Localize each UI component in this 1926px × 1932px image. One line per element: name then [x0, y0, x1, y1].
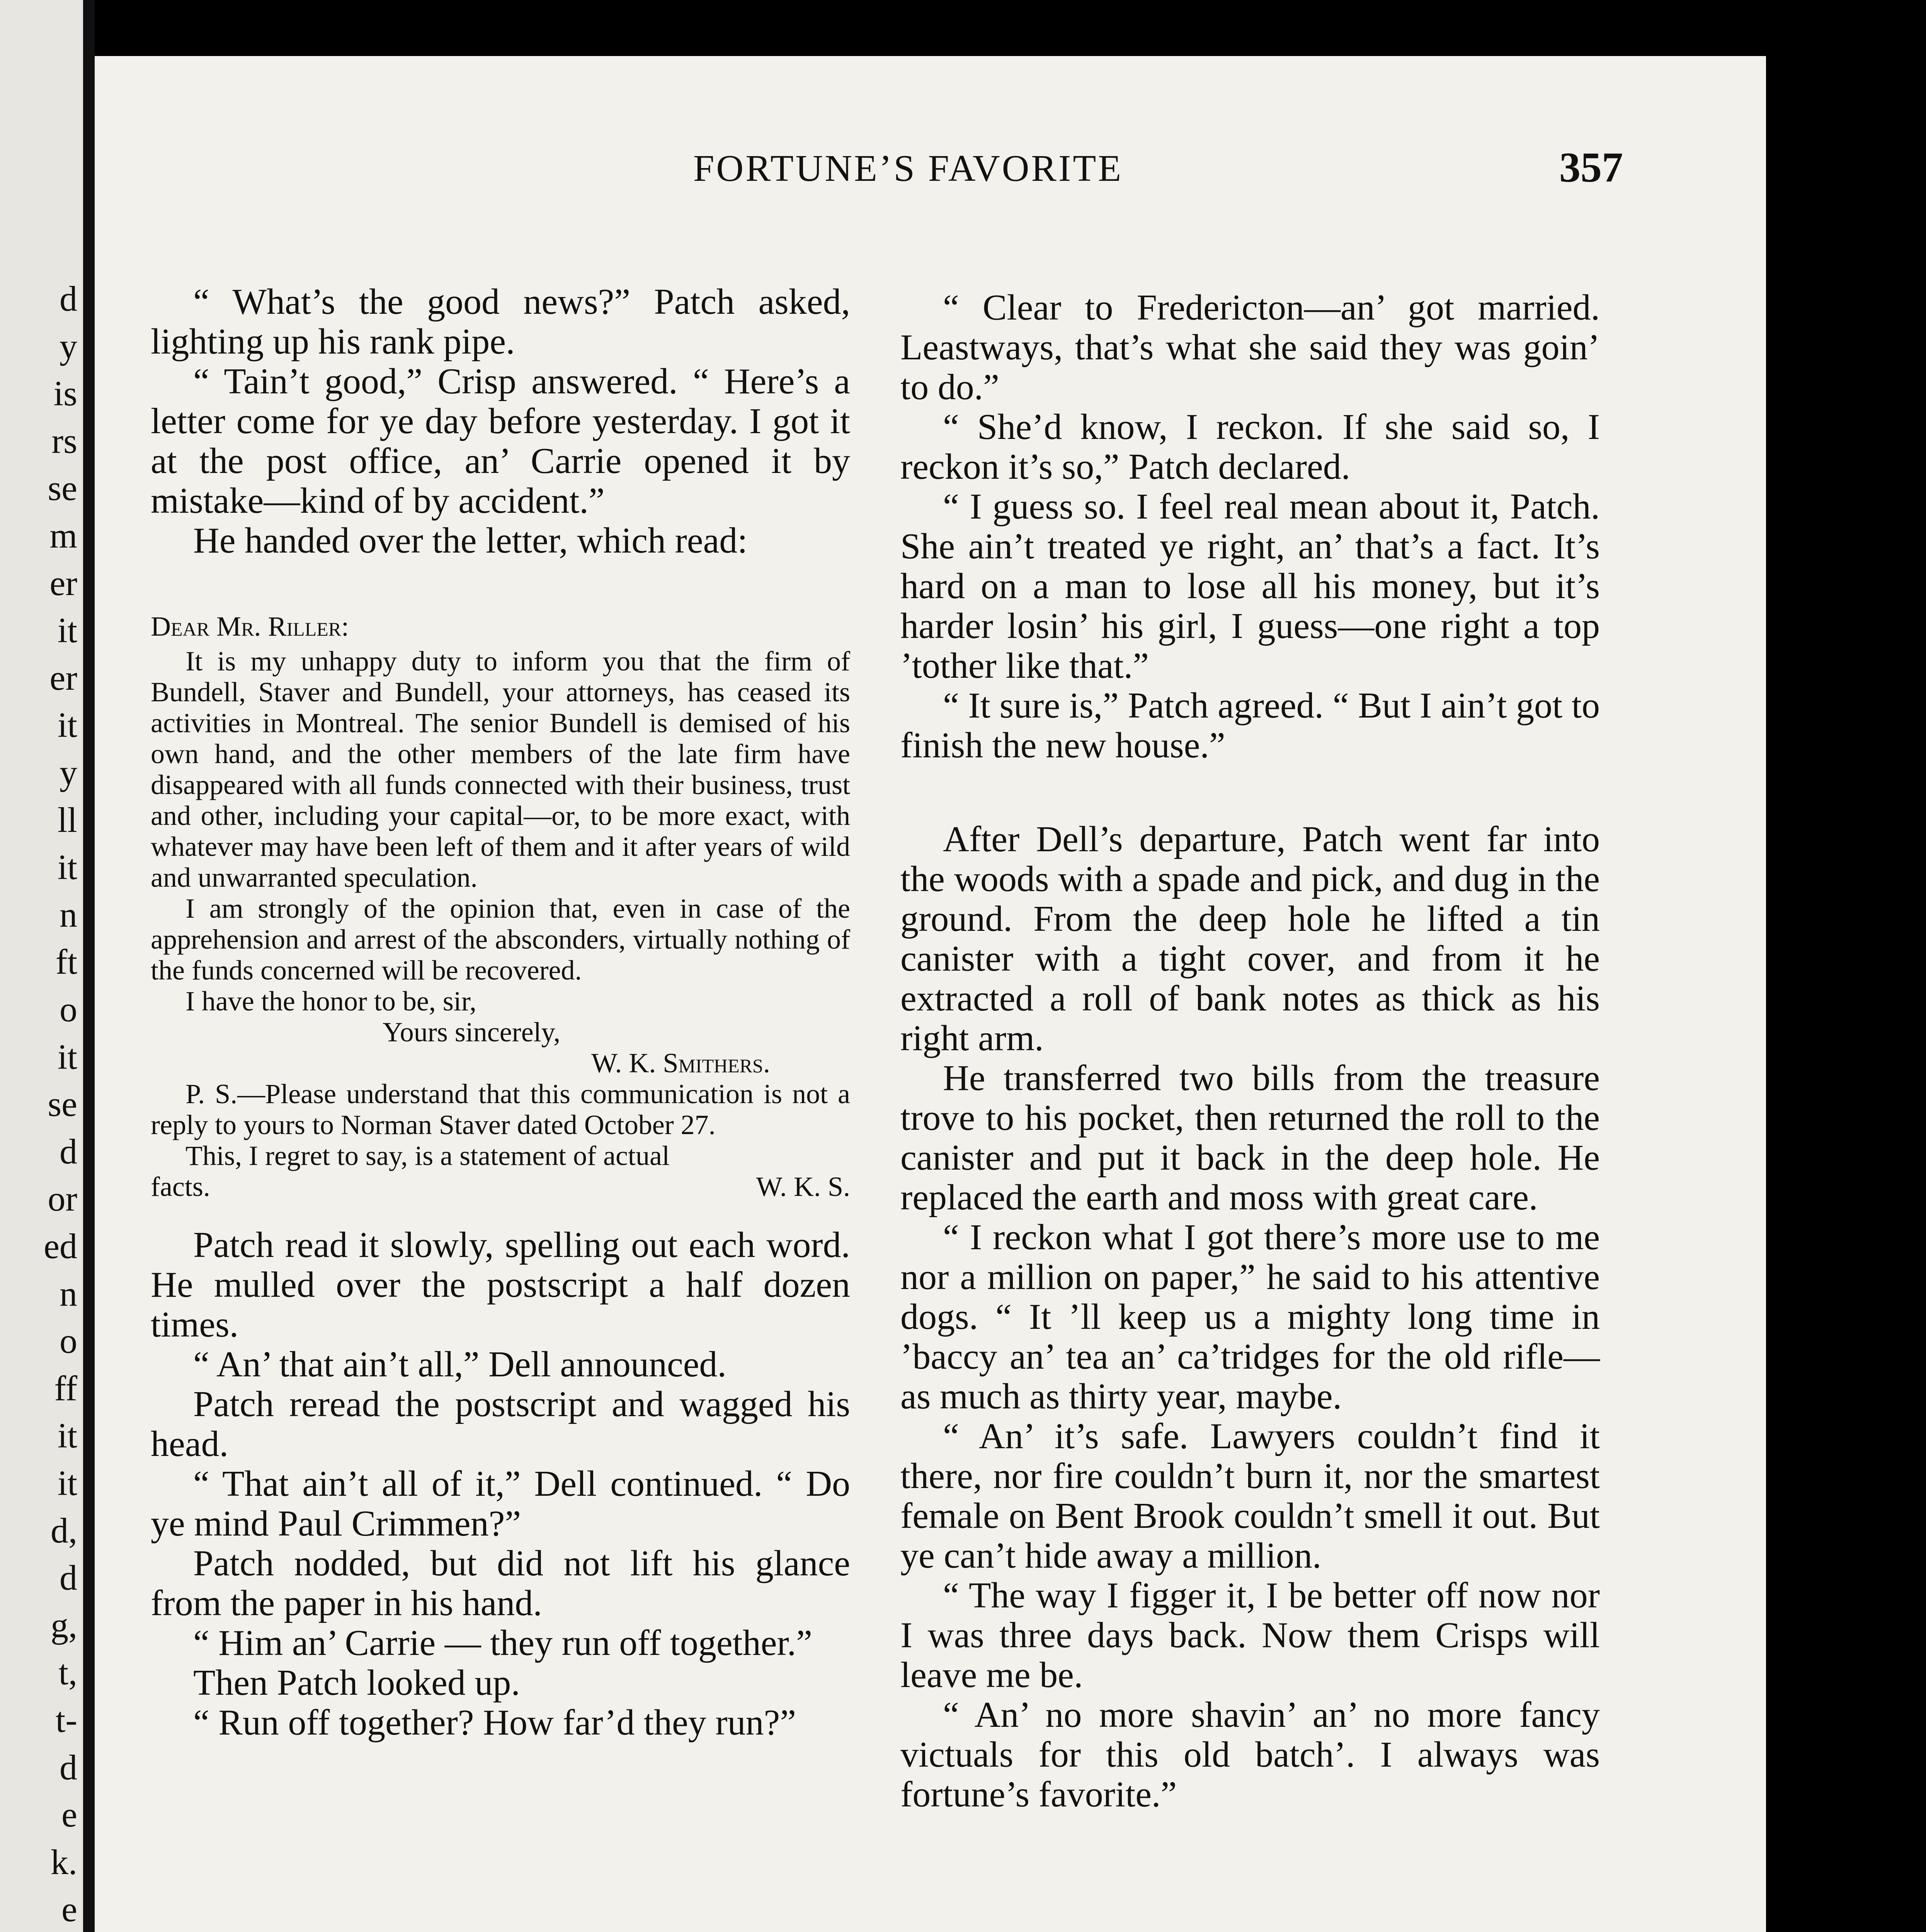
- paragraph: “ Clear to Fredericton—an’ got married. Leastways, that’s what she said they was goin’ to do.”: [900, 287, 1600, 407]
- previous-page-fragment: ed: [44, 1226, 77, 1266]
- previous-page-fragment: d,: [51, 1510, 77, 1550]
- letter-final-word: facts.: [151, 1171, 210, 1202]
- previous-page-edge: [0, 0, 83, 1932]
- paragraph: “ Run off together? How far’d they run?”: [193, 1702, 796, 1743]
- previous-page-fragment: ft: [55, 942, 77, 982]
- previous-page-fragment: it: [57, 847, 77, 887]
- letter-final-note: This, I regret to say, is a statement of actual: [185, 1140, 670, 1171]
- previous-page-fragment: o: [60, 990, 77, 1029]
- paragraph: After Dell’s departure, Patch went far into the woods with a spade and pick, and dug in the ground. From the deep hole he lifted a tin canister with a tight cover, and from it he extracted a roll of bank notes as thick as his right arm.: [900, 819, 1600, 1058]
- previous-page-fragment: ff: [54, 1368, 77, 1408]
- paragraph: “ An’ that ain’t all,” Dell announced.: [193, 1344, 727, 1384]
- left-column: [151, 282, 850, 1743]
- letter-final-line: [151, 1171, 850, 1202]
- previous-page-fragment: rs: [51, 421, 77, 461]
- paragraph: He transferred two bills from the treasure trove to his pocket, then returned the roll to the canister and put it back in the deep hole. He replaced the earth and moss with great care.: [900, 1058, 1600, 1218]
- paragraph: “ She’d know, I reckon. If she said so, I reckon it’s so,” Patch declared.: [900, 407, 1600, 487]
- previous-page-fragment: d: [60, 1747, 77, 1787]
- previous-page-fragment: d: [60, 1131, 77, 1171]
- previous-page-fragment: it: [57, 1037, 77, 1077]
- paragraph: Patch nodded, but did not lift his glance from the paper in his hand.: [151, 1543, 850, 1623]
- previous-page-fragment: g,: [51, 1605, 77, 1645]
- paragraph: Patch read it slowly, spelling out each word. He mulled over the postscript a half dozen times.: [151, 1225, 850, 1345]
- paragraph: Patch reread the postscript and wagged his head.: [151, 1384, 850, 1464]
- previous-page-fragment: it: [57, 611, 77, 650]
- letter-paragraph: I am strongly of the opinion that, even in case of the apprehension and arrest of the absconders, virtually nothing of the funds concerned will be recovered.: [151, 893, 850, 986]
- paragraph: “ The way I figger it, I be better off now nor I was three days back. Now them Crisps will leave me be.: [900, 1575, 1600, 1695]
- previous-page-fragment: y: [60, 753, 77, 792]
- previous-page-fragment: k.: [51, 1842, 77, 1882]
- paragraph: “ Tain’t good,” Crisp answered. “ Here’s a letter come for ye day before yesterday. I got it at the post office, an’ Carrie opened it by mistake—kind of by accident.”: [151, 361, 850, 521]
- previous-page-fragment: d: [60, 279, 77, 318]
- letter-paragraph: It is my unhappy duty to inform you that the firm of Bundell, Staver and Bundell, your attorneys, has ceased its activities in Montreal. The senior Bundell is demised of his own hand, and the other members of the late firm have disappeared with all funds connected with their business, trust and other, including your capital—or, to be more exact, with whatever may have been left of them and it after years of wild and unwarranted speculation.: [151, 646, 850, 893]
- previous-page-fragment: n: [60, 895, 77, 934]
- paragraph: “ What’s the good news?” Patch asked, lighting up his rank pipe.: [151, 282, 850, 362]
- paragraph: “ An’ it’s safe. Lawyers couldn’t find it there, nor fire couldn’t burn it, nor the smartest female on Bent Brook couldn’t smell it out. But ye can’t hide away a million.: [900, 1416, 1600, 1576]
- paragraph: “ I guess so. I feel real mean about it, Patch. She ain’t treated ye right, an’ that’s a fact. It’s hard on a man to lose all his money, but it’s harder losin’ his girl, I guess—one right a top ’tother like that.”: [900, 486, 1600, 686]
- paragraph: “ I reckon what I got there’s more use to me nor a million on paper,” he said to his attentive dogs. “ It ’ll keep us a mighty long time in ’baccy an’ tea an’ ca’tridges for the old rifle—as much as thirty year, maybe.: [900, 1217, 1600, 1417]
- running-head: FORTUNE’S FAVORITE: [693, 148, 1123, 189]
- page-number: 357: [1559, 144, 1623, 191]
- previous-page-fragment: it: [57, 1416, 77, 1456]
- paragraph: “ An’ no more shavin’ an’ no more fancy victuals for this old batch’. I always was fortune’s favorite.”: [900, 1695, 1600, 1815]
- letter-postscript: P. S.—Please understand that this communication is not a reply to yours to Norman Staver dated October 27.: [151, 1078, 850, 1140]
- letter: [151, 611, 850, 1202]
- section-break: [900, 765, 1600, 820]
- previous-page-fragment: e: [61, 1795, 77, 1835]
- letter-salutation: Dear Mr. Riller:: [151, 611, 349, 642]
- previous-page-fragment: or: [48, 1179, 77, 1219]
- previous-page-fragment: it: [57, 1463, 77, 1503]
- previous-page-fragment: it: [57, 705, 77, 745]
- previous-page-fragment: t,: [58, 1653, 77, 1692]
- letter-final-initials: W. K. S.: [756, 1171, 850, 1202]
- right-column: [900, 288, 1600, 1815]
- previous-page-fragment: n: [60, 1274, 77, 1313]
- paragraph: “ It sure is,” Patch agreed. “ But I ain’t got to finish the new house.”: [900, 685, 1600, 765]
- previous-page-fragment: d: [60, 1558, 77, 1598]
- previous-page-fragment: m: [49, 516, 77, 555]
- letter-signature: W. K. Smithers.: [591, 1048, 770, 1078]
- previous-page-fragment: t-: [55, 1700, 77, 1740]
- previous-page-fragment: se: [48, 1084, 77, 1124]
- previous-page-fragment: er: [49, 563, 77, 603]
- previous-page-fragment: se: [48, 468, 77, 508]
- previous-page-fragment: ll: [57, 800, 77, 840]
- letter-paragraph: I have the honor to be, sir,: [185, 986, 476, 1017]
- previous-page-fragment: is: [53, 374, 77, 413]
- paragraph: Then Patch looked up.: [193, 1663, 520, 1703]
- previous-page-fragment: y: [60, 326, 77, 366]
- binding-gutter: [83, 0, 95, 1932]
- previous-page-fragment: er: [49, 658, 77, 697]
- letter-closing: Yours sincerely,: [383, 1017, 560, 1048]
- paragraph: “ Him an’ Carrie — they run off together.”: [193, 1623, 812, 1663]
- paragraph: He handed over the letter, which read:: [193, 520, 748, 561]
- paragraph: “ That ain’t all of it,” Dell continued. “ Do ye mind Paul Crimmen?”: [151, 1464, 850, 1544]
- previous-page-fragment: o: [60, 1321, 77, 1361]
- previous-page-fragment: e: [61, 1889, 77, 1929]
